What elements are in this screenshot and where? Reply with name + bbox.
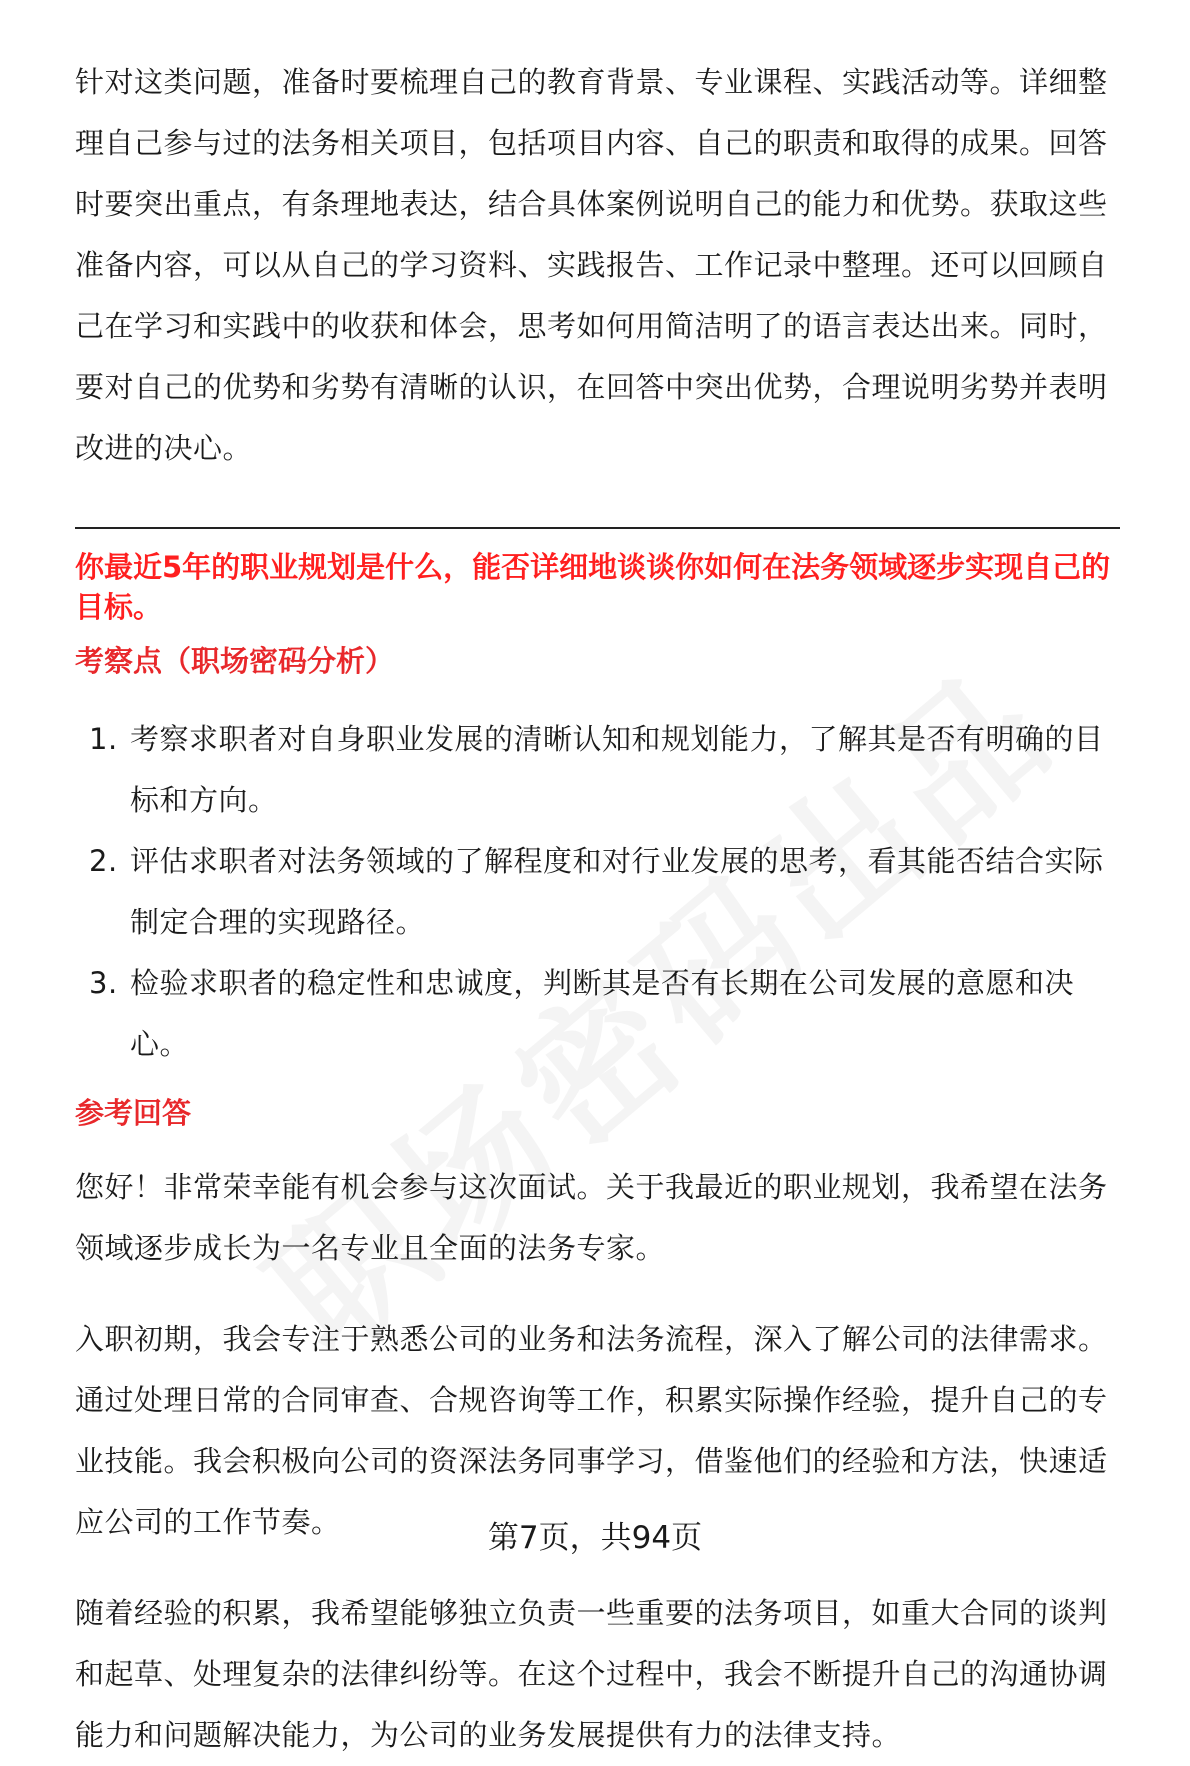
point-number: 3. [89, 966, 118, 1000]
assessment-point [75, 953, 1120, 1075]
answer-paragraph: 随着经验的积累，我希望能够独立负责一些重要的法务项目，如重大合同的谈判和起草、处理复杂的法律纠纷等。在这个过程中，我会不断提升自己的沟通协调能力和问题解决能力，为公司的业务发展提供有力的法律支持。 [75, 1596, 1108, 1752]
point-text: 检验求职者的稳定性和忠诚度，判断其是否有长期在公司发展的意愿和决心。 [130, 966, 1075, 1061]
answer-title: 参考回答 [75, 1096, 192, 1130]
answer-paragraph: 您好！非常荣幸能有机会参与这次面试。关于我最近的职业规划，我希望在法务领域逐步成长为一名专业且全面的法务专家。 [75, 1170, 1108, 1265]
assessment-point [75, 709, 1120, 831]
answer-paragraph: 入职初期，我会专注于熟悉公司的业务和法务流程，深入了解公司的法律需求。通过处理日常的合同审查、合规咨询等工作，积累实际操作经验，提升自己的专业技能。我会积极向公司的资深法务同事学习，借鉴他们的经验和方法，快速适应公司的工作节奏。 [75, 1322, 1108, 1539]
page-content [75, 52, 1120, 1766]
assessment-points-list [75, 709, 1120, 1075]
assessment-title: 考察点（职场密码分析） [75, 644, 395, 678]
assessment-point [75, 831, 1120, 953]
point-text: 评估求职者对法务领域的了解程度和对行业发展的思考，看其能否结合实际制定合理的实现路径。 [130, 844, 1104, 939]
intro-paragraph: 针对这类问题，准备时要梳理自己的教育背景、专业课程、实践活动等。详细整理自己参与过的法务相关项目，包括项目内容、自己的职责和取得的成果。回答时要突出重点，有条理地表达，结合具体案例说明自己的能力和优势。获取这些准备内容，可以从自己的学习资料、实践报告、工作记录中整理。还可以回顾自己在学习和实践中的收获和体会，思考如何用简洁明了的语言表达出来。同时，要对自己的优势和劣势有清晰的认识，在回答中突出优势，合理说明劣势并表明改进的决心。 [75, 65, 1108, 465]
section-divider [75, 527, 1120, 529]
question-heading: 你最近5年的职业规划是什么，能否详细地谈谈你如何在法务领域逐步实现自己的目标。 [75, 550, 1111, 624]
point-number: 2. [89, 844, 118, 878]
point-text: 考察求职者对自身职业发展的清晰认知和规划能力，了解其是否有明确的目标和方向。 [130, 722, 1104, 817]
point-number: 1. [89, 722, 118, 756]
page-footer: 第7页，共94页 [487, 1520, 703, 1556]
